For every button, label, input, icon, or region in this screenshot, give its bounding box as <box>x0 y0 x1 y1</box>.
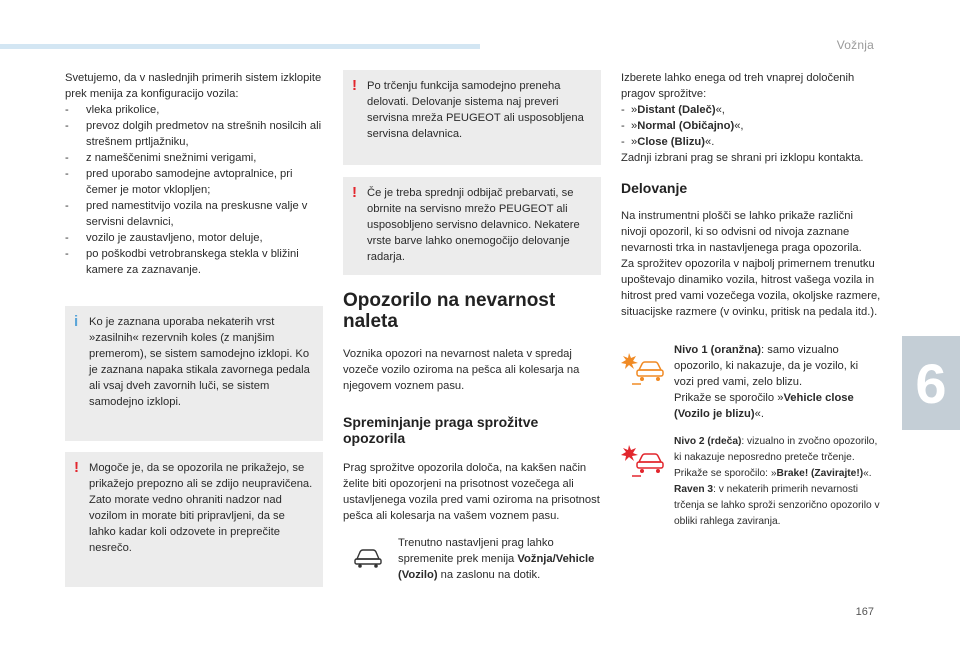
subsection-title: Spreminjanje praga sprožitve opozorila <box>343 414 539 446</box>
operation-text: Za sprožitev opozorila v najbolj primernem trenutku upoštevajo dinamiko vozila, hitrost vašega vozila in hitrost pred vami vozečega vozila, okoljske razmere, situacijske razmere (v ovinku, pritisk na pedala itd.). <box>621 258 881 318</box>
top-accent-bar <box>0 44 480 49</box>
warning-box <box>343 70 601 165</box>
collision-alert-orange-icon <box>621 352 665 386</box>
message-suffix: «. <box>863 468 872 479</box>
threshold-intro: Izberete lahko enega od treh vnaprej določenih pragov sprožitve: <box>621 72 855 100</box>
warning-icon: ! <box>352 77 357 94</box>
message-suffix: «. <box>754 408 764 420</box>
level-3-label: Raven 3 <box>674 484 714 495</box>
info-box-text: Ko je zaznana uporaba nekaterih vrst »zasilnih« rezervnih koles (z manjšim premerom), se sistem samodejno izklopi. Ko je zaznana napaka stikala zavornega pedala ali vsaj dveh zavornih luči, se sistem samodejno izklopi. <box>89 316 310 408</box>
col1-list <box>65 102 323 278</box>
level-1-text: : samo vizualno opozorilo, ki nakazuje, da je vozilo, ki vozi pred vami, zelo blizu. <box>674 344 859 388</box>
menu-note-text: na zaslonu na dotik. <box>437 569 541 581</box>
list-item: - z nameščenimi snežnimi verigami, <box>65 150 323 166</box>
list-item: - po poškodbi vetrobranskega stekla v bližini kamere za zaznavanje. <box>65 246 323 278</box>
list-item: - prevoz dolgih predmetov na strešnih nosilcih ali strešnem prtljažniku, <box>65 118 323 150</box>
list-item: - pred uporabo samodejne avtopralnice, pri čemer je motor vklopljen; <box>65 166 323 198</box>
warning-icon: ! <box>74 459 79 476</box>
chapter-tab: 6 <box>902 336 960 430</box>
threshold-option: - »Normal (Običajno)«, <box>621 118 881 134</box>
warning-icon: ! <box>352 184 357 201</box>
level-2-text: : vizualno in zvočno opozorilo, ki nakazuje neposredno preteče trčenje. <box>674 436 878 463</box>
section-title: Opozorilo na nevarnost naleta <box>343 290 556 332</box>
list-item: - vozilo je zaustavljeno, motor deluje, <box>65 230 323 246</box>
warning-box-text: Če je treba sprednji odbijač prebarvati, se obrnite na servisno mrežo PEUGEOT ali usposobljeno servisno delavnico. Nekatere vrste barve lahko onemogočijo delovanje radarja. <box>367 187 580 263</box>
subsection-title: Delovanje <box>621 180 688 196</box>
warning-box <box>65 452 323 587</box>
info-box <box>65 306 323 441</box>
column-2 <box>343 70 601 583</box>
threshold-option: - »Distant (Daleč)«, <box>621 102 881 118</box>
level-1-block <box>621 342 881 422</box>
threshold-saved-note: Zadnji izbrani prag se shrani pri izklopu kontakta. <box>621 152 864 164</box>
menu-name: Vožnja <box>517 553 553 565</box>
level-2-block <box>621 434 881 530</box>
col1-intro: Svetujemo, da v naslednjih primerih sistem izklopite prek menija za konfiguracijo vozila: <box>65 72 322 100</box>
warning-box-text: Zato morate vedno ohraniti nadzor nad vozilom in morate biti pripravljeni, da se lahko kadar koli odzovete in preprečite nesrečo. <box>89 494 285 554</box>
list-item: - vleka prikolice, <box>65 102 323 118</box>
page-number: 167 <box>855 606 874 618</box>
warning-box <box>343 177 601 275</box>
message-prefix: Prikaže se sporočilo: » <box>674 468 777 479</box>
warning-box-text: Po trčenju funkcija samodejno preneha delovati. Delovanje sistema naj preveri servisna mreža PEUGEOT ali usposobljena servisna delavnica. <box>367 80 584 140</box>
message-prefix: Prikaže se sporočilo » <box>674 392 784 404</box>
level-2-message: Brake! (Zavirajte!) <box>776 468 864 479</box>
operation-text: Na instrumentni plošči se lahko prikaže različni nivoji opozoril, ki so odvisni od nivoja zaznane nevarnosti trka in nastavljenega praga opozorila. <box>621 210 862 254</box>
level-2-label: Nivo 2 (rdeča) <box>674 436 742 447</box>
level-1-label: Nivo 1 (oranžna) <box>674 344 762 356</box>
menu-note <box>343 535 601 583</box>
threshold-options <box>621 102 881 150</box>
threshold-description: Prag sprožitve opozorila določa, na kakšen način želite biti opozorjeni na prisotnost vozečega ali ustavljenega vozila pred vami oziroma na prisotnost pešca ali kolesarja na vašem voznem pasu. <box>343 462 600 522</box>
threshold-option: - »Close (Blizu)«. <box>621 134 881 150</box>
column-3 <box>621 70 881 530</box>
column-1 <box>65 70 323 587</box>
info-icon: i <box>74 313 79 330</box>
car-icon <box>353 543 383 569</box>
level-1-message: Vehicle close (Vozilo je blizu) <box>674 392 854 420</box>
menu-note-text: Trenutno nastavljeni prag lahko spremenite prek menija <box>398 537 554 565</box>
section-intro: Voznika opozori na nevarnost naleta v spredaj vozeče vozilo oziroma na pešca ali kolesarja na njegovem voznem pasu. <box>343 348 580 392</box>
list-item: - pred namestitvijo vozila na preskusne valje v servisni delavnici, <box>65 198 323 230</box>
level-3-text: : v nekaterih primerih nevarnosti trčenja se lahko sproži senzorično opozorilo v obliki rahlega zaviranja. <box>674 484 880 527</box>
collision-alert-red-icon <box>621 444 665 478</box>
warning-box-text: Mogoče je, da se opozorila ne prikažejo, se prikažejo prepozno ali se zdijo neupravičena. <box>89 462 313 490</box>
menu-item-name: Vehicle (Vozilo) <box>398 553 595 581</box>
menu-separator: / <box>552 553 556 565</box>
chapter-title: Vožnja <box>836 38 874 52</box>
